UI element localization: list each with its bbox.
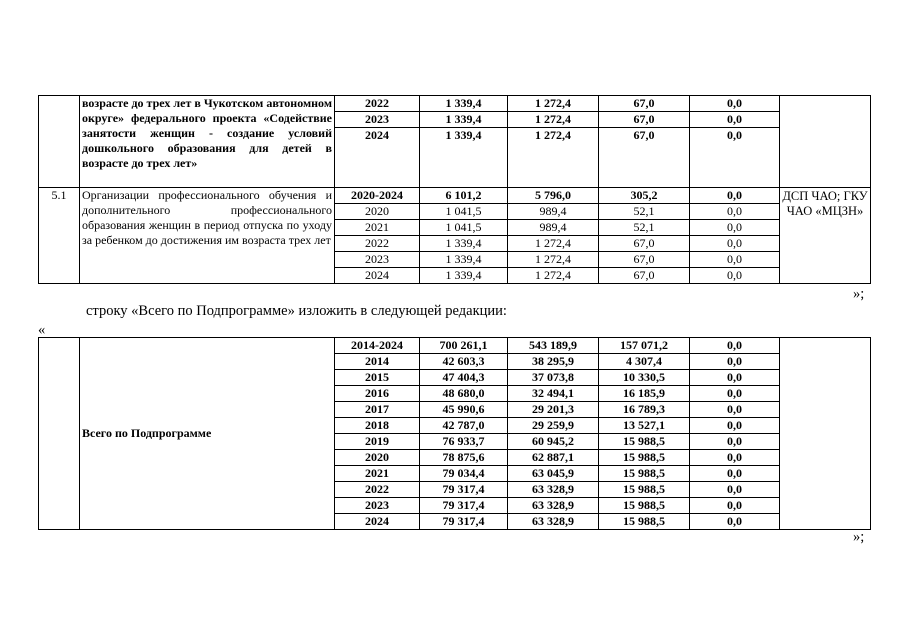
total-cell: 1 339,4 (420, 128, 508, 188)
funding-cell: 157 071,2 (599, 338, 690, 354)
funding-cell: 0,0 (690, 220, 780, 236)
funding-cell: 1 272,4 (508, 112, 599, 128)
funding-cell: 67,0 (599, 96, 690, 112)
funding-cell: 63 045,9 (508, 466, 599, 482)
funding-cell: 0,0 (690, 418, 780, 434)
total-cell: 76 933,7 (420, 434, 508, 450)
funding-cell: 60 945,2 (508, 434, 599, 450)
year-cell: 2021 (335, 220, 420, 236)
year-cell: 2021 (335, 466, 420, 482)
year-cell: 2024 (335, 268, 420, 284)
funding-cell: 15 988,5 (599, 482, 690, 498)
funding-cell: 15 988,5 (599, 434, 690, 450)
instruction-text: строку «Всего по Подпрограмме» изложить в следующей редакции: (86, 303, 507, 319)
total-cell: 1 339,4 (420, 112, 508, 128)
funding-cell: 0,0 (690, 402, 780, 418)
total-cell: 47 404,3 (420, 370, 508, 386)
year-cell: 2022 (335, 236, 420, 252)
funding-cell: 0,0 (690, 370, 780, 386)
total-cell: 1 339,4 (420, 236, 508, 252)
funding-cell: 15 988,5 (599, 450, 690, 466)
executor-empty (780, 338, 871, 530)
program-table (38, 95, 871, 284)
funding-cell: 0,0 (690, 236, 780, 252)
measure-description: возрасте до трех лет в Чукотском автономном округе» федерального проекта «Содействие занятости женщин - создание условий дошкольного образования для детей в возрасте до трех лет» (80, 96, 335, 188)
year-cell: 2024 (335, 514, 420, 530)
funding-cell: 0,0 (690, 434, 780, 450)
funding-cell: 29 259,9 (508, 418, 599, 434)
funding-cell: 15 988,5 (599, 498, 690, 514)
funding-cell: 0,0 (690, 268, 780, 284)
year-cell: 2020 (335, 450, 420, 466)
total-cell: 1 339,4 (420, 96, 508, 112)
funding-cell: 67,0 (599, 236, 690, 252)
funding-cell: 13 527,1 (599, 418, 690, 434)
funding-cell: 29 201,3 (508, 402, 599, 418)
funding-cell: 0,0 (690, 482, 780, 498)
funding-cell: 62 887,1 (508, 450, 599, 466)
funding-cell: 543 189,9 (508, 338, 599, 354)
total-cell: 700 261,1 (420, 338, 508, 354)
year-cell: 2020 (335, 204, 420, 220)
funding-cell: 0,0 (690, 498, 780, 514)
row-number-empty (39, 338, 80, 530)
funding-cell: 0,0 (690, 354, 780, 370)
funding-cell: 63 328,9 (508, 482, 599, 498)
funding-cell: 4 307,4 (599, 354, 690, 370)
funding-cell: 0,0 (690, 386, 780, 402)
funding-cell: 67,0 (599, 128, 690, 188)
funding-cell: 67,0 (599, 268, 690, 284)
total-cell: 42 787,0 (420, 418, 508, 434)
year-cell: 2019 (335, 434, 420, 450)
year-cell: 2024 (335, 128, 420, 188)
year-cell: 2023 (335, 498, 420, 514)
funding-cell: 16 789,3 (599, 402, 690, 418)
funding-cell: 0,0 (690, 204, 780, 220)
total-cell: 1 041,5 (420, 220, 508, 236)
total-cell: 1 339,4 (420, 268, 508, 284)
total-cell: 79 034,4 (420, 466, 508, 482)
funding-cell: 5 796,0 (508, 188, 599, 204)
total-cell: 79 317,4 (420, 482, 508, 498)
total-cell: 79 317,4 (420, 498, 508, 514)
closing-quote: »; (853, 286, 865, 302)
year-cell: 2023 (335, 112, 420, 128)
funding-cell: 0,0 (690, 112, 780, 128)
funding-cell: 63 328,9 (508, 514, 599, 530)
funding-cell: 10 330,5 (599, 370, 690, 386)
funding-cell: 0,0 (690, 450, 780, 466)
funding-cell: 52,1 (599, 204, 690, 220)
funding-cell: 37 073,8 (508, 370, 599, 386)
funding-cell: 1 272,4 (508, 236, 599, 252)
year-cell: 2022 (335, 482, 420, 498)
funding-cell: 38 295,9 (508, 354, 599, 370)
total-cell: 48 680,0 (420, 386, 508, 402)
year-cell: 2017 (335, 402, 420, 418)
funding-cell: 1 272,4 (508, 128, 599, 188)
total-cell: 78 875,6 (420, 450, 508, 466)
total-cell: 42 603,3 (420, 354, 508, 370)
year-cell: 2018 (335, 418, 420, 434)
opening-quote: « (38, 322, 46, 338)
funding-cell: 305,2 (599, 188, 690, 204)
executor: ДСП ЧАО; ГКУ ЧАО «МЦЗН» (780, 188, 871, 284)
total-cell: 6 101,2 (420, 188, 508, 204)
funding-cell: 67,0 (599, 252, 690, 268)
funding-cell: 0,0 (690, 128, 780, 188)
subprogram-total-label: Всего по Подпрограмме (80, 338, 335, 530)
funding-cell: 989,4 (508, 220, 599, 236)
funding-cell: 0,0 (690, 466, 780, 482)
funding-cell: 1 272,4 (508, 252, 599, 268)
year-cell: 2015 (335, 370, 420, 386)
funding-cell: 15 988,5 (599, 514, 690, 530)
funding-cell: 0,0 (690, 338, 780, 354)
funding-cell: 0,0 (690, 96, 780, 112)
funding-cell: 0,0 (690, 188, 780, 204)
funding-cell: 32 494,1 (508, 386, 599, 402)
closing-quote: »; (853, 529, 865, 545)
funding-cell: 67,0 (599, 112, 690, 128)
subprogram-total-table (38, 337, 871, 530)
year-cell: 2014 (335, 354, 420, 370)
year-cell: 2016 (335, 386, 420, 402)
row-number: 5.1 (39, 188, 80, 284)
funding-cell: 63 328,9 (508, 498, 599, 514)
year-cell: 2020-2024 (335, 188, 420, 204)
year-cell: 2022 (335, 96, 420, 112)
total-cell: 79 317,4 (420, 514, 508, 530)
row-number-empty (39, 96, 80, 188)
total-cell: 1 339,4 (420, 252, 508, 268)
year-cell: 2023 (335, 252, 420, 268)
funding-cell: 0,0 (690, 252, 780, 268)
funding-cell: 989,4 (508, 204, 599, 220)
executor-empty (780, 96, 871, 188)
funding-cell: 1 272,4 (508, 268, 599, 284)
funding-cell: 15 988,5 (599, 466, 690, 482)
year-cell: 2014-2024 (335, 338, 420, 354)
total-cell: 1 041,5 (420, 204, 508, 220)
total-cell: 45 990,6 (420, 402, 508, 418)
funding-cell: 1 272,4 (508, 96, 599, 112)
funding-cell: 0,0 (690, 514, 780, 530)
funding-cell: 52,1 (599, 220, 690, 236)
funding-cell: 16 185,9 (599, 386, 690, 402)
measure-description: Организации профессионального обучения и дополнительного профессионального образования женщин в период отпуска по уходу за ребенком до достижения им возраста трех лет (80, 188, 335, 284)
